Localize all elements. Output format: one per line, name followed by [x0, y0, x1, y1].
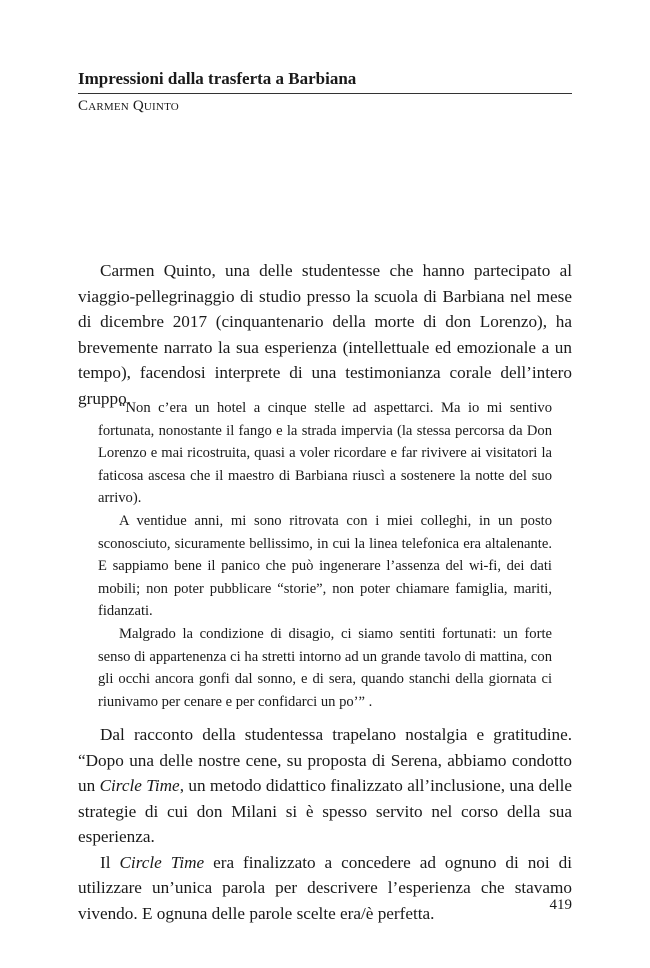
italic-term: Circle Time	[99, 776, 180, 795]
intro-section	[78, 258, 572, 411]
chapter-author: Carmen Quinto	[78, 98, 179, 114]
closing-text: Il	[100, 852, 120, 872]
closing-paragraph-2	[78, 850, 572, 927]
block-quote	[98, 397, 552, 713]
quote-paragraph-1: “Non c’era un hotel a cinque stelle ad aspettarci. Ma io mi sentivo fortunata, nonostante il fango e la strada impervia (la stessa percorsa da Don Lorenzo e mai ricostruita, quasi a voler ricordare e far rivivere ai visitatori la faticosa ascesa che il maestro di Barbiana riuscì a sostenere la notte del suo arrivo).	[98, 400, 552, 507]
closing-text: , un metodo didattico finalizzato all’inclusione, una delle strategie di cui don Milani si è spesso servito nel corso della sua esperienza.	[78, 776, 573, 846]
quote-paragraph-2: A ventidue anni, mi sono ritrovata con i miei colleghi, in un posto sconosciuto, sicuramente bellissimo, in cui la linea telefonica era altalenante. E sappiamo bene il panico che può ingenerare l’assenza del wi-fi, dei dati mobili; non poter pubblicare “storie”, non poter chiamare famiglia, mariti, fidanzati.	[98, 512, 552, 620]
chapter-title: Impressioni dalla trasferta a Barbiana	[78, 68, 572, 94]
closing-text: Dal racconto della studentessa trapelano nostalgia e gratitudine. “Dopo una delle nostre cene, su proposta di Serena, abbiamo condotto un	[78, 725, 572, 795]
quote-paragraph-3: Malgrado la condizione di disagio, ci siamo sentiti fortunati: un forte senso di appartenenza ci ha stretti intorno ad un grande tavolo di mattina, con gli occhi ancora gonfi dal sonno, e di sera, quando stanchi della giornata ci riunivamo per cenare e per confidarci un po’” .	[98, 625, 552, 710]
italic-term: Circle Time	[119, 852, 205, 872]
chapter-header	[78, 68, 572, 116]
page-number: 419	[549, 897, 572, 913]
closing-paragraph-1	[78, 722, 572, 850]
intro-paragraph: Carmen Quinto, una delle studentesse che hanno partecipato al viaggio-pellegrinaggio di studio presso la scuola di Barbiana nel mese di dicembre 2017 (cinquantenario della morte di don Lorenzo), ha brevemente narrato la sua esperienza (intellettuale ed emozionale a un tempo), facendosi interprete di una testimonianza corale dell’intero gruppo.	[78, 261, 572, 408]
closing-text: era finalizzato a concedere ad ognuno di noi di utilizzare un’unica parola per descrivere l’esperienza che stavamo vivendo. E ognuna delle parole scelte era/è perfetta.	[78, 852, 572, 923]
closing-section	[78, 722, 572, 926]
